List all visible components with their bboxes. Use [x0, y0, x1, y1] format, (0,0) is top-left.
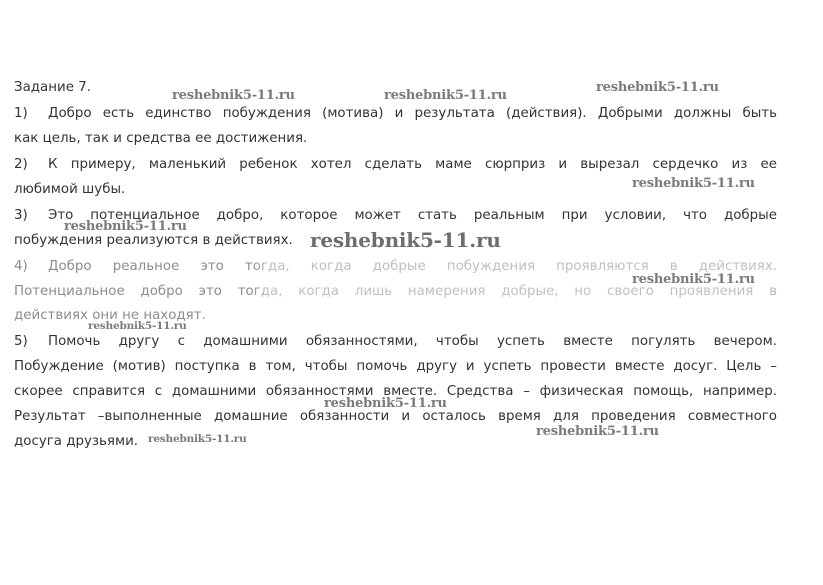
watermark-9: reshebnik5-11.ru [324, 396, 447, 411]
item-5-text-1: Помочь другу с домашними обязанностями, чтобы успеть вместе погулять вечером. [48, 334, 777, 349]
watermark-10: reshebnik5-11.ru [536, 424, 659, 439]
watermark-2: reshebnik5-11.ru [384, 88, 507, 103]
item-4-line-3: действиях они не находят. [14, 308, 206, 323]
item-1-line-2: как цель, так и средства ее достижения. [14, 131, 308, 146]
item-2-line-2: любимой шубы. [14, 182, 126, 197]
item-2-line-1 [14, 156, 777, 174]
task-title: Задание 7. [14, 80, 91, 95]
item-4-line-2: Потенциальное добро это тогда, когда лишь намерения добрые, но своего проявления в [14, 284, 777, 299]
item-5-line-3: скорее справится с домашними обязанностями вместе. Средства – физическая помощь, например. [14, 384, 777, 399]
item-1-text-1: Добро есть единство побуждения (мотива) и результата (действия). Добрыми должны быть [48, 106, 777, 121]
watermark-11: reshebnik5-11.ru [148, 433, 247, 445]
watermark-3: reshebnik5-11.ru [596, 80, 719, 95]
item-1-line-1 [14, 105, 777, 123]
watermark-4: reshebnik5-11.ru [632, 176, 755, 191]
item-5-number: 5) [14, 334, 28, 349]
item-3-number: 3) [14, 208, 28, 223]
item-5-line-5: досуга друзьями. [14, 434, 139, 449]
item-5-line-2: Побуждение (мотив) поступка в том, чтобы помочь другу и успеть провести вместе досуг. Цель – [14, 359, 777, 374]
watermark-8: reshebnik5-11.ru [88, 320, 187, 332]
item-5-line-1 [14, 333, 777, 351]
watermark-6: reshebnik5-11.ru [310, 228, 501, 252]
item-4-number: 4) [14, 259, 28, 274]
watermark-1: reshebnik5-11.ru [172, 88, 295, 103]
item-3-text-1: Это потенциальное добро, которое может стать реальным при условии, что добрые [48, 208, 777, 223]
watermark-7: reshebnik5-11.ru [632, 272, 755, 287]
item-2-number: 2) [14, 157, 28, 172]
item-1-number: 1) [14, 106, 28, 121]
item-3-line-2: побуждения реализуются в действиях. [14, 233, 293, 248]
item-4-text-1: Добро реальное это тогда, когда добрые побуждения проявляются в действиях. [48, 259, 777, 274]
watermark-5: reshebnik5-11.ru [64, 219, 187, 234]
item-2-text-1: К примеру, маленький ребенок хотел сделать маме сюрприз и вырезал сердечко из ее [48, 157, 777, 172]
item-5-line-4: Результат –выполненные домашние обязанности и осталось время для проведения совместного [14, 409, 777, 424]
